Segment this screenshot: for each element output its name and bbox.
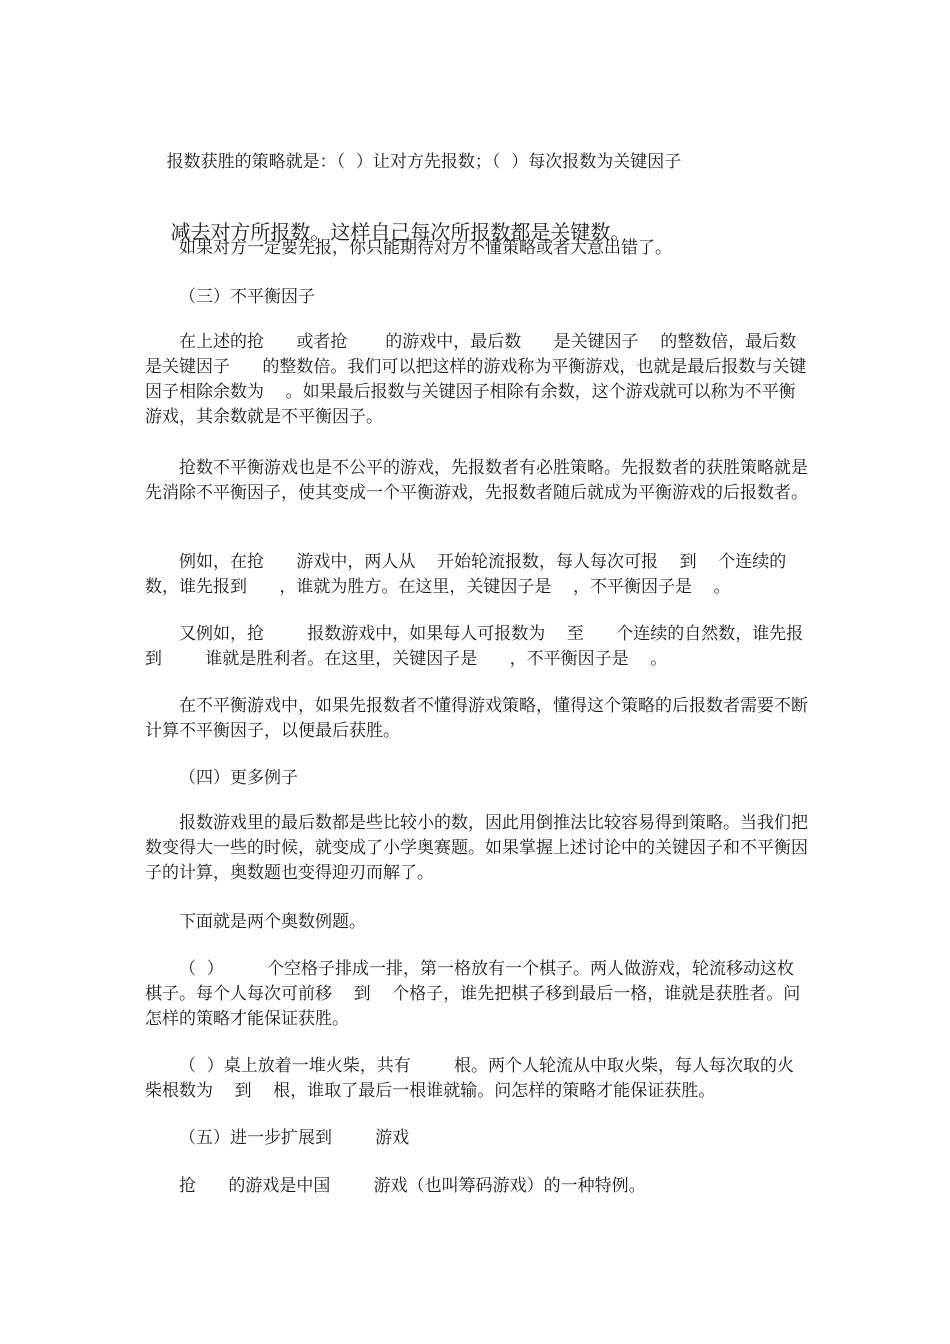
paragraph-opponent-first: 如果对方一定要先报，你只能期待对方不懂策略或者大意出错了。 <box>179 238 672 258</box>
section-heading-3: （三）不平衡因子 <box>179 287 315 307</box>
paragraph-unbalanced-strategy: 抢数不平衡游戏也是不公平的游戏，先报数者有必胜策略。先报数者的获胜策略就是先消除不平衡因子，使其变成一个平衡游戏，先报数者随后就成为平衡游戏的后报数者。 <box>145 458 808 503</box>
paragraph-example-2: 又例如，抢 报数游戏中，如果每人可报数为 至 个连续的自然数，谁先报到 谁就是胜利者。在这里，关键因子是 ，不平衡因子是 。 <box>145 624 804 669</box>
paragraph-nim-intro: 抢 的游戏是中国 游戏（也叫筹码游戏）的一种特例。 <box>179 1176 646 1196</box>
paragraph-chess-problem: （ ） 个空格子排成一排，第一格放有一个棋子。两人做游戏，轮流移动这枚棋子。每个人每次可前移 到 个格子，谁先把棋子移到最后一格，谁就是获胜者。问怎样的策略才能保证获胜。 <box>145 959 801 1029</box>
paragraph-unbalanced-play: 在不平衡游戏中，如果先报数者不懂得游戏策略，懂得这个策略的后报数者需要不断计算不平衡因子，以便最后获胜。 <box>145 696 808 741</box>
section-heading-5: （五）进一步扩展到 游戏 <box>179 1128 410 1148</box>
section-heading-4: （四）更多例子 <box>179 768 298 788</box>
paragraph-matches-problem: （ ）桌上放着一堆火柴，共有 根。两个人轮流从中取火柴，每人每次取的火柴根数为 到 根，谁取了最后一根谁就输。问怎样的策略才能保证获胜。 <box>145 1056 795 1101</box>
paragraph-unbalanced-definition: 在上述的抢 或者抢 的游戏中，最后数 是关键因子 的整数倍，最后数 是关键因子 的整数倍。我们可以把这样的游戏称为平衡游戏，也就是最后报数与关键因子相除余数为 。如果最后报数与关键因子相除有余数，这个游戏就可以称为不平衡游戏，其余数就是不平衡因子。 <box>145 332 840 427</box>
strategy-text-start: 报数获胜的策略就是：（ ）让对方先报数；（ ）每次报数为关键因子 <box>166 152 682 172</box>
paragraph-more-examples: 报数游戏里的最后数都是些比较小的数，因此用倒推法比较容易得到策略。当我们把数变得大一些的时候，就变成了小学奥赛题。如果掌握上述讨论中的关键因子和不平衡因子的计算，奥数题也变得迎刃而解了。 <box>145 813 808 883</box>
strategy-text-end: 减去对方所报数。这样自己每次所报数都是关键数。 <box>170 220 631 244</box>
paragraph-example-1: 例如，在抢 游戏中，两人从 开始轮流报数，每人每次可报 到 个连续的数，谁先报到 ，谁就为胜方。在这里，关键因子是 ，不平衡因子是 。 <box>145 552 787 597</box>
strategy-paragraph-line2 <box>145 163 810 301</box>
paragraph-two-examples: 下面就是两个奥数例题。 <box>179 912 366 932</box>
